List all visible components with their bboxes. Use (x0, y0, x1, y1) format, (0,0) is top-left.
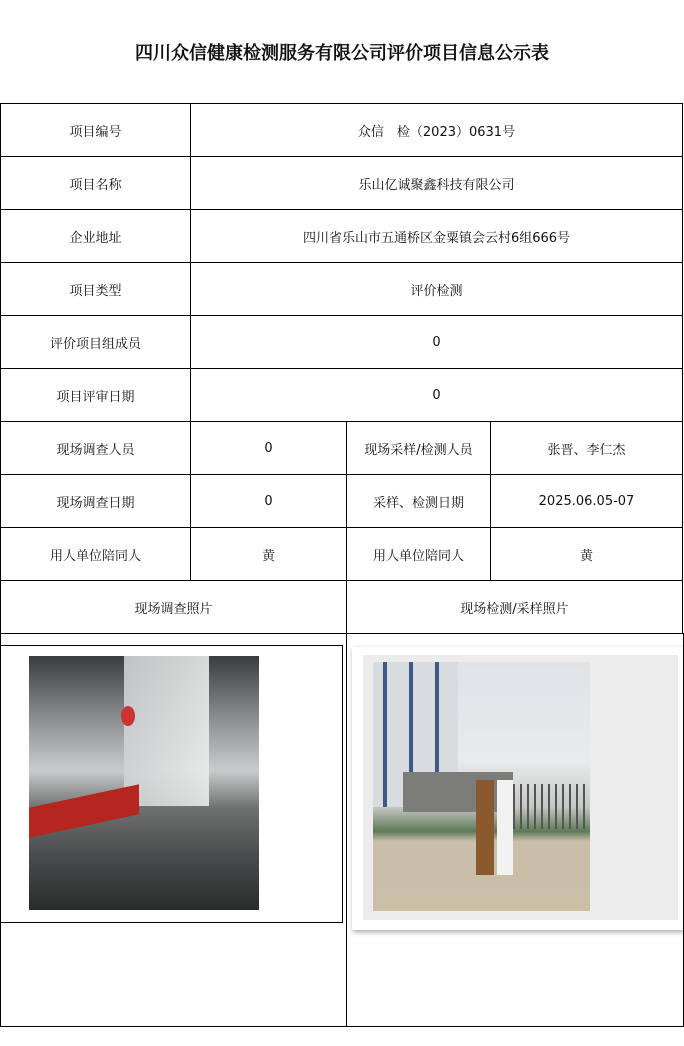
split-value: 0 (190, 421, 347, 475)
row-value: 评价检测 (190, 262, 683, 316)
split-label: 现场调查日期 (0, 474, 191, 528)
border-line (346, 633, 347, 1027)
photo-detail (476, 780, 494, 875)
split-value: 2025.06.05-07 (490, 474, 683, 528)
split-value: 张晋、李仁杰 (490, 421, 683, 475)
row-label: 项目评审日期 (0, 368, 191, 422)
row-label: 项目类型 (0, 262, 191, 316)
border-line (0, 1026, 684, 1027)
split-value: 0 (190, 474, 347, 528)
survey-photo[interactable] (29, 656, 259, 910)
survey-photo-header: 现场调查照片 (0, 580, 347, 634)
row-value: 0 (190, 368, 683, 422)
photo-detail (121, 706, 135, 726)
split-label: 采样、检测日期 (346, 474, 491, 528)
split-value: 黄 (190, 527, 347, 581)
sampling-photo-header: 现场检测/采样照片 (346, 580, 683, 634)
row-label: 项目名称 (0, 156, 191, 210)
row-label: 企业地址 (0, 209, 191, 263)
photo-detail (497, 780, 513, 875)
split-label: 现场采样/检测人员 (346, 421, 491, 475)
row-label: 评价项目组成员 (0, 315, 191, 369)
page-title: 四川众信健康检测服务有限公司评价项目信息公示表 (135, 42, 549, 64)
photo-detail (124, 656, 209, 806)
split-label: 用人单位陪同人 (346, 527, 491, 581)
row-value: 乐山亿诚聚鑫科技有限公司 (190, 156, 683, 210)
row-value: 0 (190, 315, 683, 369)
row-label: 项目编号 (0, 103, 191, 157)
sampling-photo[interactable] (373, 662, 590, 911)
row-value: 四川省乐山市五通桥区金粟镇会云村6组666号 (190, 209, 683, 263)
split-label: 用人单位陪同人 (0, 527, 191, 581)
photo-detail (29, 784, 139, 837)
row-value: 众信 检（2023）0631号 (190, 103, 683, 157)
photo-detail (513, 784, 590, 829)
split-label: 现场调查人员 (0, 421, 191, 475)
split-value: 黄 (490, 527, 683, 581)
